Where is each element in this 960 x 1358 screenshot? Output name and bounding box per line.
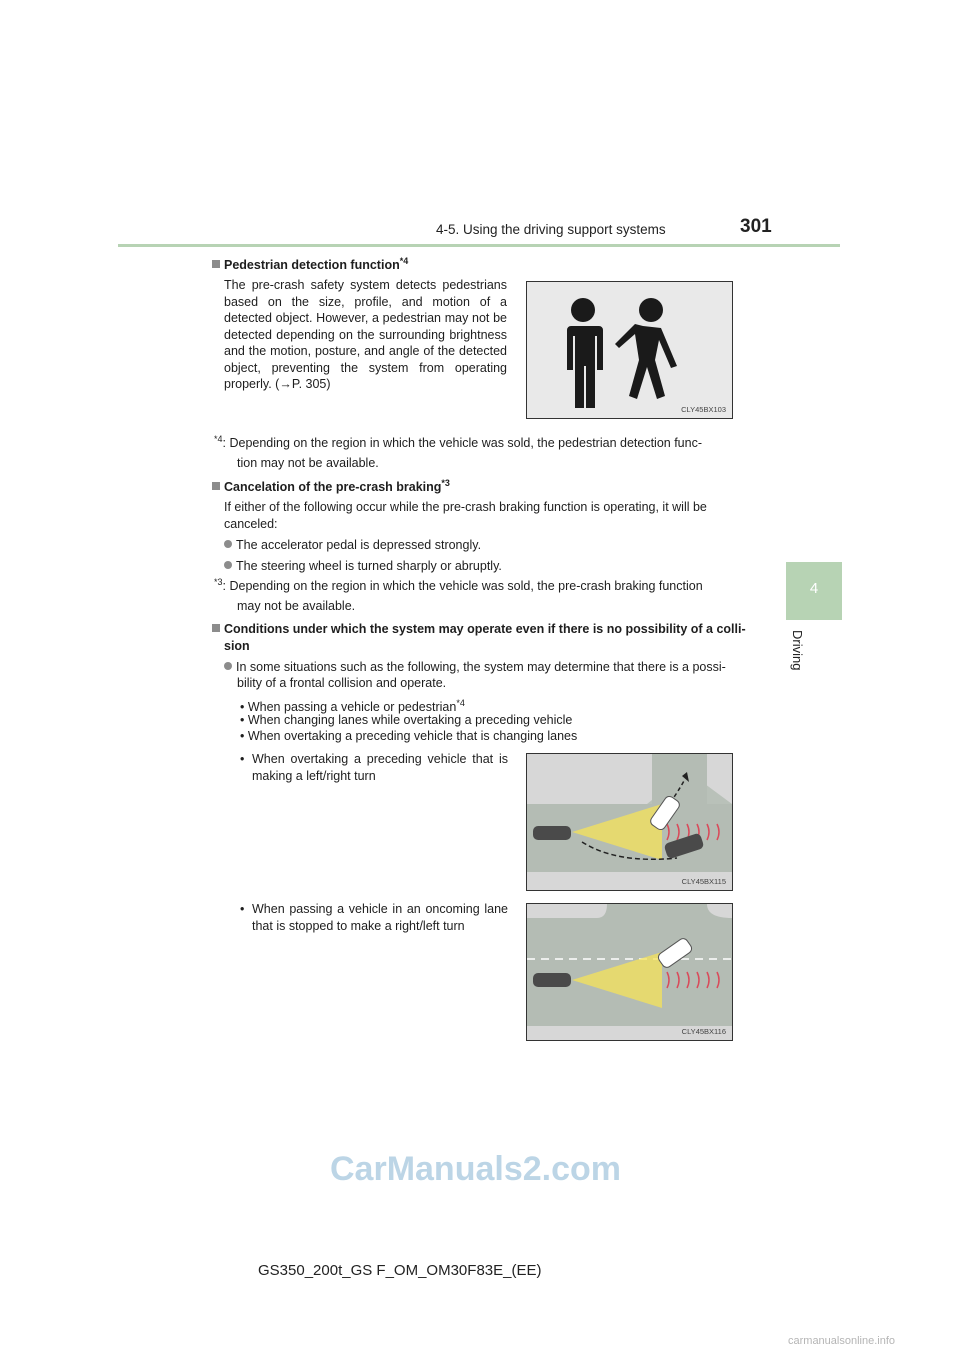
footer-code: GS350_200t_GS F_OM_OM30F83E_(EE) (258, 1262, 542, 1279)
pedestrian-heading: Pedestrian detection function$^{*4}$ (212, 256, 408, 272)
section-title: 4-5. Using the driving support systems (436, 222, 666, 237)
header-rule (118, 244, 840, 247)
oncoming-turn-figure (526, 903, 733, 1041)
watermark-2: carmanualsonline.info (788, 1335, 896, 1347)
page-number: 301 (740, 216, 772, 237)
overtaking-diagram (527, 754, 732, 890)
figure-code: CLY45BX115 (681, 877, 726, 886)
condition-item-1: • When passing a vehicle or pedestrian$^{*4}$ (240, 698, 465, 715)
chapter-number: 4 (809, 580, 819, 597)
bullet-icon (224, 540, 232, 548)
cancelation-body: If either of the following occur while the pre-crash braking function is operating, it will be canceled: (224, 500, 707, 531)
footnote-4: $^{*4}$: Depending on the region in which the vehicle was sold, the pedestrian detection func- (214, 434, 702, 451)
watermark: CarManuals2.com (330, 1150, 621, 1188)
bullet-icon (224, 561, 232, 569)
pedestrian-figure (526, 281, 733, 419)
footnote-3-cont: may not be available. (237, 599, 356, 613)
conditions-bullet: In some situations such as the following, the system may determine that there is a possi- (224, 659, 726, 676)
square-bullet-icon (212, 482, 220, 490)
condition-item-4: • When overtaking a preceding vehicle that is making a left/right turn (240, 752, 508, 783)
condition-item-2: • When changing lanes while overtaking a preceding vehicle (240, 713, 573, 727)
cancel-bullet-2: The steering wheel is turned sharply or abruptly. (224, 558, 502, 575)
cancel-bullet-1: The accelerator pedal is depressed strongly. (224, 537, 481, 554)
figure-code: CLY45BX103 (681, 405, 726, 414)
oncoming-diagram (527, 904, 732, 1040)
conditions-bullet-cont: bility of a frontal collision and operate. (237, 676, 447, 690)
bullet-icon (224, 662, 232, 670)
square-bullet-icon (212, 260, 220, 268)
footnote-3: $^{*3}$: Depending on the region in which the vehicle was sold, the pre-crash braking function (214, 577, 703, 594)
condition-item-5: • When passing a vehicle in an oncoming lane that is stopped to make a right/left turn (240, 902, 508, 933)
cancelation-heading: Cancelation of the pre-crash braking$^{*3}$ (212, 478, 450, 494)
conditions-heading-cont: sion (224, 639, 250, 653)
figure-code: CLY45BX116 (681, 1027, 726, 1036)
conditions-heading: Conditions under which the system may operate even if there is no possibility of a colli- (212, 622, 746, 636)
pedestrian-icon (527, 282, 732, 418)
square-bullet-icon (212, 624, 220, 632)
condition-item-3: • When overtaking a preceding vehicle that is changing lanes (240, 729, 578, 743)
footnote-4-cont: tion may not be available. (237, 456, 379, 470)
chapter-label: Driving (790, 630, 805, 671)
overtaking-turn-figure (526, 753, 733, 891)
pedestrian-body: The pre-crash safety system detects pedestrians based on the size, profile, and motion of a detected object. However, a pedestrian may not be detected depending on the surrounding brightness and the motion, posture, and angle of the detected object, preventing the system from operating properly. (→P. 305) (224, 278, 507, 391)
